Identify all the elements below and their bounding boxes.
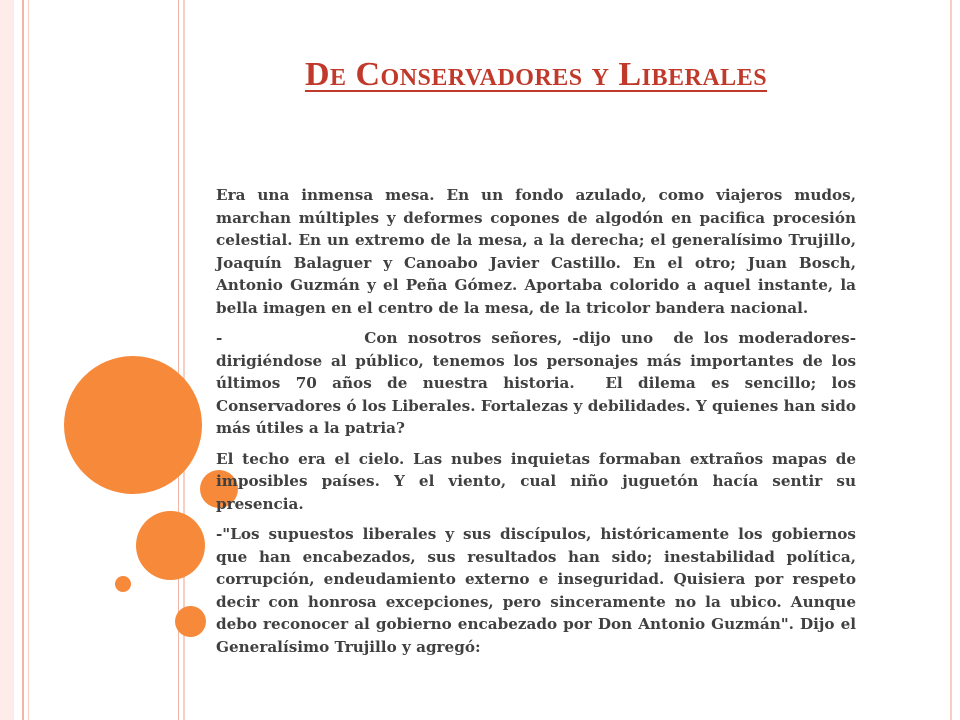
slide-body: [216, 184, 862, 666]
margin-rule: [22, 0, 24, 720]
decorative-circle-large: [64, 356, 202, 494]
right-margin-rule: [950, 0, 952, 720]
paragraph: El techo era el cielo. Las nubes inquietas formaban extraños mapas de imposibles países. Y el viento, cual niño juguetón hacía sentir su presencia.: [216, 449, 856, 513]
margin-rule: [28, 0, 29, 720]
paragraph: - Con nosotros señores, -dijo uno de los moderadores- dirigiéndose al público, tenemos los personajes más importantes de los últimos 70 años de nuestra historia. El dilema es sencillo; los Conservadores ó los Liberales. Fortalezas y debilidades. Y quienes han sido más útiles a la patria?: [216, 329, 862, 437]
paragraph: Era una inmensa mesa. En un fondo azulado, como viajeros mudos, marchan múltiples y deformes copones de algodón en pacifica procesión celestial. En un extremo de la mesa, a la derecha; el generalísimo Trujillo, Joaquín Balaguer y Canoabo Javier Castillo. En el otro; Juan Bosch, Antonio Guzmán y el Peña Gómez. Aportaba colorido a aquel instante, la bella imagen en el centro de la mesa, de la tricolor bandera nacional.: [216, 186, 856, 317]
decorative-circle-medium: [136, 511, 205, 580]
slide-title: De Conservadores y Liberales: [304, 56, 768, 93]
left-margin-band: [0, 0, 14, 720]
decorative-circle-small: [175, 606, 206, 637]
paragraph: -"Los supuestos liberales y sus discípulos, históricamente los gobiernos que han encabezados, sus resultados han sido; inestabilidad política, corrupción, endeudamiento externo e inseguridad. Quisiera por respeto decir con honrosa excepciones, pero sinceramente no la ubico. Aunque debo reconocer al gobierno encabezado por Don Antonio Guzmán". Dijo el Generalísimo Trujillo y agregó:: [216, 525, 856, 656]
decorative-circle-tiny: [115, 576, 131, 592]
